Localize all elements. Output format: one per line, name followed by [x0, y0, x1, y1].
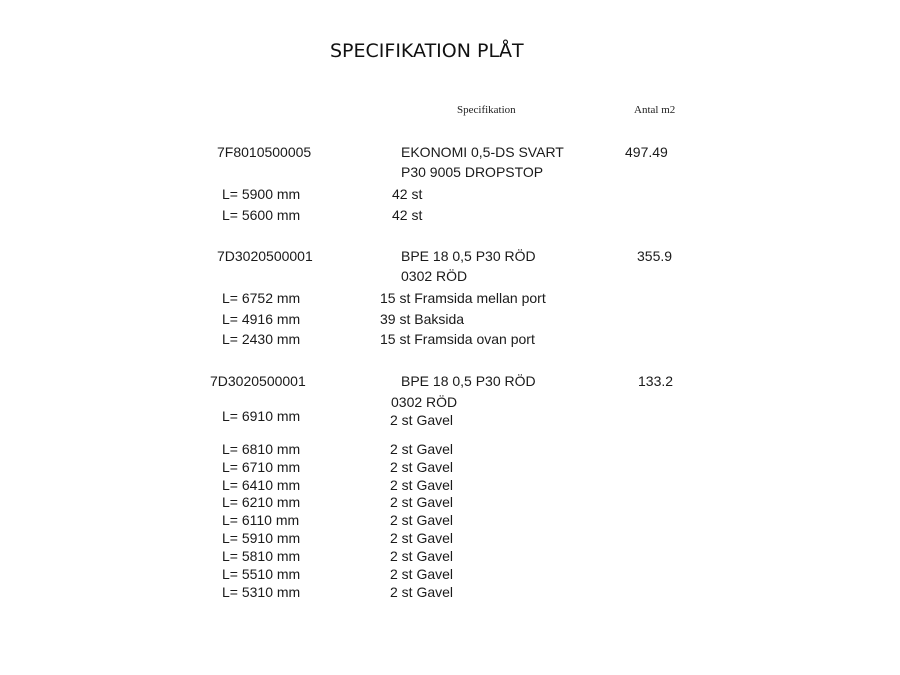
row-length: L= 5310 mm	[222, 584, 301, 600]
article-quantity: 355.9	[637, 248, 673, 264]
row-length: L= 6810 mm	[222, 441, 301, 457]
column-header-specification: Specifikation	[457, 104, 516, 116]
row-detail: 2 st Gavel	[390, 459, 454, 475]
column-header-quantity: Antal m2	[634, 104, 676, 116]
row-detail: 2 st Gavel	[390, 584, 454, 600]
row-length: L= 6110 mm	[222, 512, 300, 528]
row-detail: 2 st Gavel	[390, 566, 454, 582]
row-detail: 15 st Framsida mellan port	[380, 290, 546, 306]
article-description: 0302 RÖD	[391, 394, 458, 410]
row-length: L= 6210 mm	[222, 494, 301, 510]
page-title: SPECIFIKATION PLÅT	[330, 40, 524, 62]
row-length: L= 5600 mm	[222, 207, 301, 223]
article-quantity: 133.2	[638, 373, 674, 389]
row-detail: 2 st Gavel	[390, 494, 454, 510]
row-detail: 2 st Gavel	[390, 530, 454, 546]
article-code: 7D3020500001	[217, 248, 313, 264]
row-detail: 42 st	[392, 186, 423, 202]
article-description: BPE 18 0,5 P30 RÖD	[401, 248, 536, 264]
row-length: L= 4916 mm	[222, 311, 301, 327]
row-length: L= 6710 mm	[222, 459, 301, 475]
row-length: L= 6410 mm	[222, 477, 301, 493]
row-length: L= 6910 mm	[222, 408, 301, 424]
row-detail: 2 st Gavel	[390, 512, 454, 528]
row-length: L= 6752 mm	[222, 290, 301, 306]
row-length: L= 5510 mm	[222, 566, 301, 582]
row-length: L= 5910 mm	[222, 530, 301, 546]
row-length: L= 5900 mm	[222, 186, 301, 202]
row-detail: 39 st Baksida	[380, 311, 465, 327]
row-detail: 2 st Gavel	[390, 548, 454, 564]
row-detail: 2 st Gavel	[390, 477, 454, 493]
row-length: L= 2430 mm	[222, 331, 301, 347]
row-length: L= 5810 mm	[222, 548, 301, 564]
article-code: 7D3020500001	[210, 373, 306, 389]
article-quantity: 497.49	[625, 144, 668, 160]
article-description: EKONOMI 0,5-DS SVART	[401, 144, 564, 160]
row-detail: 42 st	[392, 207, 423, 223]
article-code: 7F8010500005	[217, 144, 312, 160]
row-detail: 15 st Framsida ovan port	[380, 331, 535, 347]
article-description: BPE 18 0,5 P30 RÖD	[401, 373, 536, 389]
row-detail: 2 st Gavel	[390, 412, 454, 428]
row-detail: 2 st Gavel	[390, 441, 454, 457]
article-description: 0302 RÖD	[401, 268, 468, 284]
article-description: P30 9005 DROPSTOP	[401, 164, 544, 180]
